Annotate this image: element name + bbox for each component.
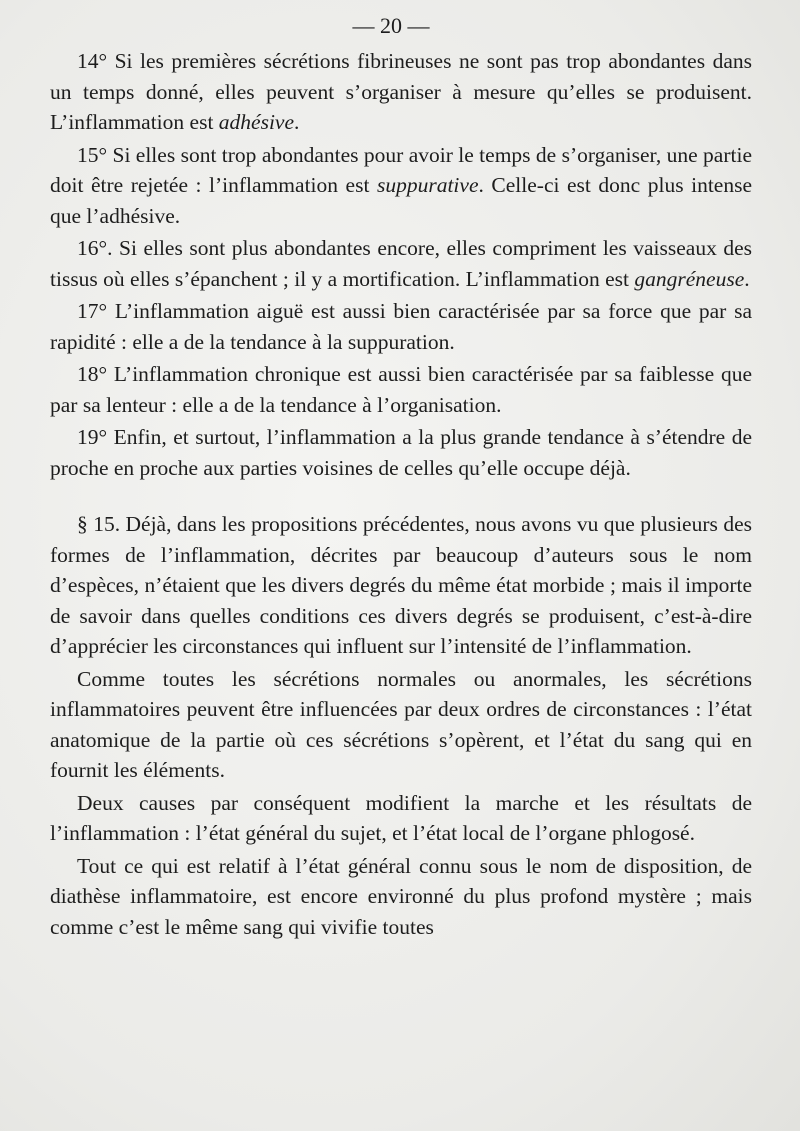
proposition-19: [50, 422, 752, 483]
proposition-14: [50, 46, 752, 138]
body-paragraph: Comme toutes les sécrétions normales ou anormales, les sécrétions inflammatoires peuvent être influencées par deux ordres de circonstances : l’état anatomique de la partie où ces sécrétions s’opèrent, et l’état du sang qui en fournit les éléments.: [50, 666, 752, 782]
proposition-emphasis: gangréneuse: [634, 266, 745, 291]
page-number: — 20 —: [352, 13, 430, 38]
proposition-tail: .: [294, 110, 300, 134]
proposition-emphasis: suppurative: [376, 173, 479, 197]
proposition-text: 14° Si les premières sécrétions fibrineuses ne sont pas trop abondantes dans un temps donné, elles peuvent s’organiser à mesure qu’elles se produisent. L’inflammation est: [50, 49, 752, 134]
proposition-emphasis: adhésive: [218, 110, 295, 134]
proposition-tail: .: [744, 266, 750, 291]
proposition-text: 16°. Si elles sont plus abondantes encore, elles compriment les vaisseaux des tissus où elles s’épanchent ; il y a mortification. L’inflammation est: [50, 236, 752, 291]
proposition-text: 17° L’inflammation aiguë est aussi bien caractérisée par sa force que par sa rapidité : elle a de la tendance à la suppuration.: [50, 299, 752, 354]
proposition-18: [50, 359, 752, 420]
proposition-text: 19° Enfin, et surtout, l’inflammation a la plus grande tendance à s’étendre de proche en proche aux parties voisines de celles qu’elle occupe déjà.: [50, 425, 752, 480]
section-separator: [50, 485, 752, 509]
body-paragraph: Deux causes par conséquent modifient la marche et les résultats de l’inflammation : l’état général du sujet, et l’état local de l’organe phlogosé.: [50, 790, 752, 845]
proposition-15: [50, 140, 752, 232]
proposition-tail: . Celle-ci est donc plus intense que l’adhésive.: [50, 173, 752, 228]
section-15-paragraph: § 15. Déjà, dans les propositions précédentes, nous avons vu que plusieurs des formes de l’inflammation, décrites par beaucoup d’auteurs sous le nom d’espèces, n’étaient que les divers degrés du même état morbide ; mais il importe de savoir dans quelles conditions ces divers degrés se produisent, c’est-à-dire d’apprécier les circonstances qui influent sur l’intensité de l’inflammation.: [50, 512, 752, 658]
proposition-16: [50, 233, 752, 294]
proposition-17: [50, 296, 752, 357]
body-paragraph: Tout ce qui est relatif à l’état général connu sous le nom de disposition, de diathèse inflammatoire, est encore environné du plus profond mystère ; mais comme c’est le même sang qui vivifie toutes: [50, 853, 752, 939]
proposition-text: 18° L’inflammation chronique est aussi bien caractérisée par sa faiblesse que par sa lenteur : elle a de la tendance à l’organisation.: [50, 362, 752, 417]
proposition-text: 15° Si elles sont trop abondantes pour avoir le temps de s’organiser, une partie doit être rejetée : l’inflammation est: [50, 142, 752, 197]
